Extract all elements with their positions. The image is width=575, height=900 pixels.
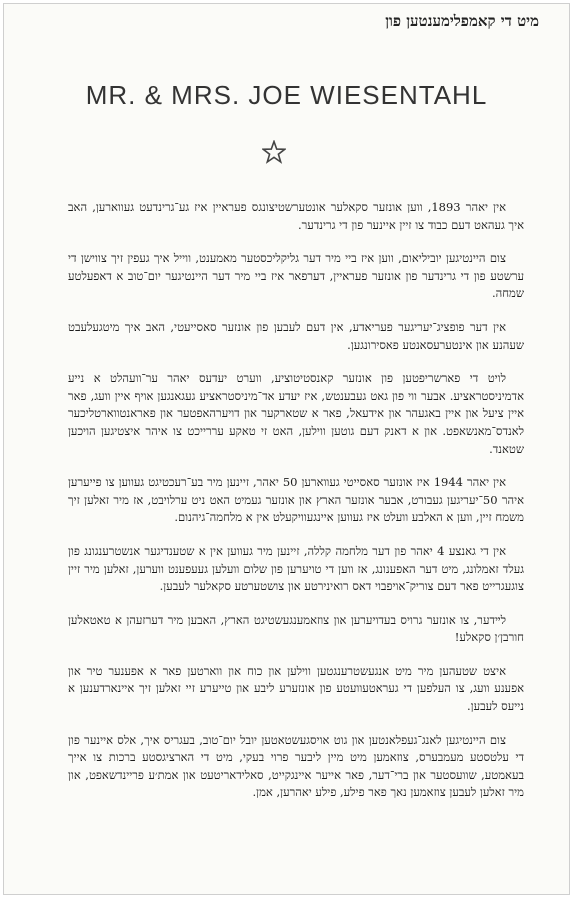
- paragraph-9: צום היינטיגען לאנג־געפלאנטען און גוט אויסגעשטאטען יובל יום־טוב, בעגריס איך, אלס איינער פון די עלטסטע מעמבערס, צוזאמען מיט מיין ליבער פרוי בעקי, מיט די הארציגסטע ברכות צו אייך בעאמטע, שוועסטער און ברי־דער, פאר אייער איינגקייט, סאלידאריטעט און אמת׳ע פריינדשאפט, און מיר זאלען לעבען צוזאמען נאך פאר פילע, פילע יאהרען, אמן.: [68, 732, 525, 800]
- paragraph-5: אין יאהר 1944 איז אונזער סאסייטי געווארען 50 יאהר, זיינען מיר בע־רעכטיגט געווען צו פייערען איהר 50־יעריגען געבורט, אבער אונזער הארץ און אונזער געמיט האט ניט ערלויבט, אז מיר זאלען זיך משמח זיין, ווען א האלבע וועלט איז געווען איינגעוויקעלט אין א מלחמה־גיהנום.: [68, 475, 525, 525]
- compliments-header: מיט די קאמפלימענטען פון: [385, 12, 539, 30]
- page: [3, 3, 570, 895]
- body-text: [68, 199, 524, 818]
- paragraph-3: אין דער פופציג־יעריגער פעריאדע, אין דעם לעבען פון אונזער סאסייעטי, האב איך מיטגעלעבט שעהנע און אינטערעסאנטע פאסירונגען.: [68, 319, 524, 352]
- page-title: MR. & MRS. JOE WIESENTAHL: [85, 80, 488, 110]
- star-icon: [262, 140, 286, 164]
- paragraph-7: לײדער, צו אונזער גרויס בעדויערען און צוזאמענגעשטיגט הארץ, האבען מיר דערזעהן א טאטאלען חורבן׳ן סקאלע!: [68, 612, 524, 645]
- paragraph-4: לויט די פארשריפטען פון אונזער קאנסטיטוציע, ווערט יעדעס יאהר ער־וועהלט א נייע אדמיניסטראציע. אבער ווי פון גאט געבענטש, איז יעדע אד־מיניסטראציע געגאנגען אויף איין וועג, פאר איין ציעל און איין באגעהר און אידעאל, פאר א שטארקער און דויערהאפטער און פאראנטווארטליכער לאנדס־מאנשאפט. און א דאנק דעם גוטען ווילען, האט זי טאקע עררייכט צו איהר איצטיגען הויכען שטאנד.: [68, 371, 524, 456]
- paragraph-6: אין די גאנצע 4 יאהר פון דער מלחמה קללה, זיינען מיר געווען אין א שטענדיגער אנשטרענגונג פון געלד זאמלונג, מיט דער האפענונג, אז ווען די טויערען פון שלום וועלען געעפענט ווערען, זאלען מיר זיין צוגעגרייט פאר דעם צוריק־אויפבוי דאס רואינירטע און צושטערטע סקאלער לעבען.: [68, 543, 524, 594]
- paragraph-2: צום היינטיגען יוביליאום, ווען איז ביי מיר דער גליקליכסטער מאמענט, ווייל איך געפין זיך צווישן די ערשטע פון די גרינדער פון אונזער פעראיין, דערפאר איז ביי מיר דער היינטיגער יום־טוב א דאפעלטע שמחה.: [68, 251, 524, 301]
- paragraph-8: איצט שטעהען מיר מיט אנגעשטרענגטען ווילען און כוח און ווארטען פאר א אפענער טיר און אפענע וועג, צו העלפען די געראטעוועטע פון אונזערע ליבע און טייערע זיי זאלען זיך איינארדענען א נייעס לעבען.: [68, 663, 524, 714]
- paragraph-1: אין יאהר 1893, ווען אונזער סקאלער אונטערשטיצונגס פעראיין איז גע־גרינדעט געווארען, האב איך געהאט דעם כבוד צו זיין איינער פון די גרינדער.: [68, 200, 524, 232]
